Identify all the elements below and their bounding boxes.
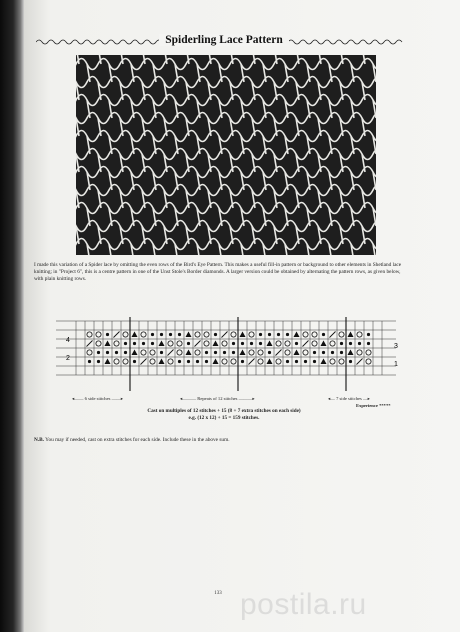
purl-dot-symbol [241, 360, 244, 363]
purl-dot-symbol [124, 342, 127, 345]
lace-mesh [76, 55, 376, 255]
purl-dot-symbol [232, 342, 235, 345]
decrease-triangle-symbol [348, 350, 354, 356]
k2tog-slash-symbol [357, 359, 363, 365]
yarn-over-symbol [150, 350, 155, 355]
decrease-triangle-symbol [105, 359, 111, 365]
decrease-triangle-symbol [186, 350, 192, 356]
purl-dot-symbol [277, 333, 280, 336]
purl-dot-symbol [133, 360, 136, 363]
purl-dot-symbol [367, 333, 370, 336]
yarn-over-symbol [123, 359, 128, 364]
cast-on-line-2: e.g. (12 x 12) + 15 = 159 stitches. [188, 415, 260, 421]
k2tog-slash-symbol [303, 341, 309, 347]
nb-text: You may if needed, cast on extra stitches for each side. Include these in the above sum. [45, 437, 230, 443]
decrease-triangle-symbol [348, 332, 354, 338]
decrease-triangle-symbol [159, 341, 165, 347]
yarn-over-symbol [285, 350, 290, 355]
decrease-triangle-symbol [186, 332, 192, 338]
yarn-over-symbol [357, 332, 362, 337]
yarn-over-symbol [366, 350, 371, 355]
knitting-chart [36, 313, 412, 393]
yarn-over-symbol [114, 341, 119, 346]
purl-dot-symbol [205, 360, 208, 363]
purl-dot-symbol [187, 360, 190, 363]
yarn-over-symbol [222, 341, 227, 346]
yarn-over-symbol [150, 359, 155, 364]
purl-dot-symbol [313, 351, 316, 354]
purl-dot-symbol [169, 333, 172, 336]
page-title: Spiderling Lace Pattern [36, 34, 412, 46]
purl-dot-symbol [349, 342, 352, 345]
row-label-1: 1 [394, 361, 398, 368]
decrease-triangle-symbol [213, 359, 219, 365]
purl-dot-symbol [331, 351, 334, 354]
purl-dot-symbol [106, 333, 109, 336]
purl-dot-symbol [232, 351, 235, 354]
decrease-triangle-symbol [159, 359, 165, 365]
repeat-label: ◂——— Repeats of 12 stitches ———▸ [180, 396, 255, 401]
yarn-over-symbol [96, 341, 101, 346]
watermark-logo: postila.ru [240, 588, 367, 621]
yarn-over-symbol [249, 350, 254, 355]
purl-dot-symbol [268, 351, 271, 354]
purl-dot-symbol [286, 333, 289, 336]
cast-on-line-1: Cast on multiples of 12 stitches + 15 (8 + 7 extra stitches on each side) [147, 408, 301, 414]
yarn-over-symbol [168, 341, 173, 346]
purl-dot-symbol [349, 360, 352, 363]
purl-dot-symbol [187, 342, 190, 345]
yarn-over-symbol [195, 332, 200, 337]
decrease-triangle-symbol [132, 332, 138, 338]
yarn-over-symbol [285, 341, 290, 346]
purl-dot-symbol [304, 360, 307, 363]
k2tog-slash-symbol [276, 350, 282, 356]
purl-dot-symbol [286, 360, 289, 363]
yarn-over-symbol [312, 341, 317, 346]
nb-note [34, 437, 414, 443]
purl-dot-symbol [151, 342, 154, 345]
k2tog-slash-symbol [114, 332, 120, 338]
purl-dot-symbol [295, 342, 298, 345]
yarn-over-symbol [231, 332, 236, 337]
k2tog-slash-symbol [330, 332, 336, 338]
yarn-over-symbol [258, 359, 263, 364]
decrease-triangle-symbol [213, 341, 219, 347]
purl-dot-symbol [178, 333, 181, 336]
decrease-triangle-symbol [240, 350, 246, 356]
decrease-triangle-symbol [294, 332, 300, 338]
decrease-triangle-symbol [267, 359, 273, 365]
yarn-over-symbol [141, 332, 146, 337]
side-right-label: ◂— 7 side stitches —▸ [328, 396, 370, 401]
purl-dot-symbol [196, 360, 199, 363]
yarn-over-symbol [303, 332, 308, 337]
purl-dot-symbol [250, 342, 253, 345]
purl-dot-symbol [160, 333, 163, 336]
yarn-over-symbol [195, 350, 200, 355]
page-number: 133 [214, 591, 222, 596]
purl-dot-symbol [106, 351, 109, 354]
yarn-over-symbol [141, 350, 146, 355]
row-label-4: 4 [66, 337, 70, 344]
purl-dot-symbol [241, 342, 244, 345]
purl-dot-symbol [205, 351, 208, 354]
yarn-over-symbol [123, 332, 128, 337]
yarn-over-symbol [312, 332, 317, 337]
yarn-over-symbol [177, 350, 182, 355]
yarn-over-symbol [204, 341, 209, 346]
yarn-over-symbol [339, 332, 344, 337]
lace-swatch-photo [76, 55, 376, 255]
purl-dot-symbol [358, 342, 361, 345]
purl-dot-symbol [160, 351, 163, 354]
experience-rating: Experience ***** [356, 403, 391, 408]
purl-dot-symbol [223, 351, 226, 354]
yarn-over-symbol [276, 359, 281, 364]
purl-dot-symbol [133, 342, 136, 345]
yarn-over-symbol [339, 359, 344, 364]
section-header [36, 34, 412, 50]
purl-dot-symbol [115, 351, 118, 354]
purl-dot-symbol [214, 333, 217, 336]
decrease-triangle-symbol [321, 341, 327, 347]
yarn-over-symbol [168, 359, 173, 364]
yarn-over-symbol [330, 359, 335, 364]
purl-dot-symbol [151, 333, 154, 336]
yarn-over-symbol [222, 359, 227, 364]
yarn-over-symbol [87, 350, 92, 355]
k2tog-slash-symbol [168, 350, 174, 356]
purl-dot-symbol [178, 360, 181, 363]
yarn-over-symbol [204, 332, 209, 337]
yarn-over-symbol [96, 332, 101, 337]
yarn-over-symbol [366, 359, 371, 364]
purl-dot-symbol [97, 360, 100, 363]
purl-dot-symbol [88, 360, 91, 363]
k2tog-slash-symbol [141, 359, 147, 365]
purl-dot-symbol [142, 342, 145, 345]
yarn-over-symbol [87, 332, 92, 337]
nb-prefix: N.B. [34, 437, 45, 443]
intro-paragraph: I made this variation of a Spider lace by omitting the even rows of the Bird's Eye Pattern. This makes a useful fill-in pattern or background to other elements in Shetland lace knitting; in "Project 6", this is a centre pattern in one of the Unst Stole's Border diamonds. A larger version could be obtained by alternating the pattern rows, as given below, with plain knitting rows. [34, 262, 402, 283]
purl-dot-symbol [322, 333, 325, 336]
k2tog-slash-symbol [222, 332, 228, 338]
side-left-label: ◂—— 6 side stitches ——▸ [72, 396, 124, 401]
yarn-over-symbol [249, 332, 254, 337]
purl-dot-symbol [295, 360, 298, 363]
book-spine-shadow [0, 0, 24, 632]
purl-dot-symbol [340, 351, 343, 354]
k2tog-slash-symbol [87, 341, 93, 347]
purl-dot-symbol [259, 342, 262, 345]
decrease-triangle-symbol [240, 332, 246, 338]
k2tog-slash-symbol [195, 341, 201, 347]
cast-on-instructions [36, 408, 412, 422]
yarn-over-symbol [303, 350, 308, 355]
decrease-triangle-symbol [294, 350, 300, 356]
purl-dot-symbol [313, 360, 316, 363]
purl-dot-symbol [268, 333, 271, 336]
purl-dot-symbol [214, 351, 217, 354]
yarn-over-symbol [276, 341, 281, 346]
yarn-over-symbol [177, 341, 182, 346]
k2tog-slash-symbol [249, 359, 255, 365]
decrease-triangle-symbol [321, 359, 327, 365]
purl-dot-symbol [322, 351, 325, 354]
purl-dot-symbol [340, 342, 343, 345]
purl-dot-symbol [367, 342, 370, 345]
yarn-over-symbol [231, 359, 236, 364]
purl-dot-symbol [97, 351, 100, 354]
yarn-over-symbol [114, 359, 119, 364]
decrease-triangle-symbol [132, 350, 138, 356]
purl-dot-symbol [259, 333, 262, 336]
yarn-over-symbol [258, 350, 263, 355]
yarn-over-symbol [330, 341, 335, 346]
row-label-3: 3 [394, 343, 398, 350]
row-label-2: 2 [66, 355, 70, 362]
decrease-triangle-symbol [105, 341, 111, 347]
yarn-over-symbol [357, 350, 362, 355]
decrease-triangle-symbol [267, 341, 273, 347]
purl-dot-symbol [124, 351, 127, 354]
